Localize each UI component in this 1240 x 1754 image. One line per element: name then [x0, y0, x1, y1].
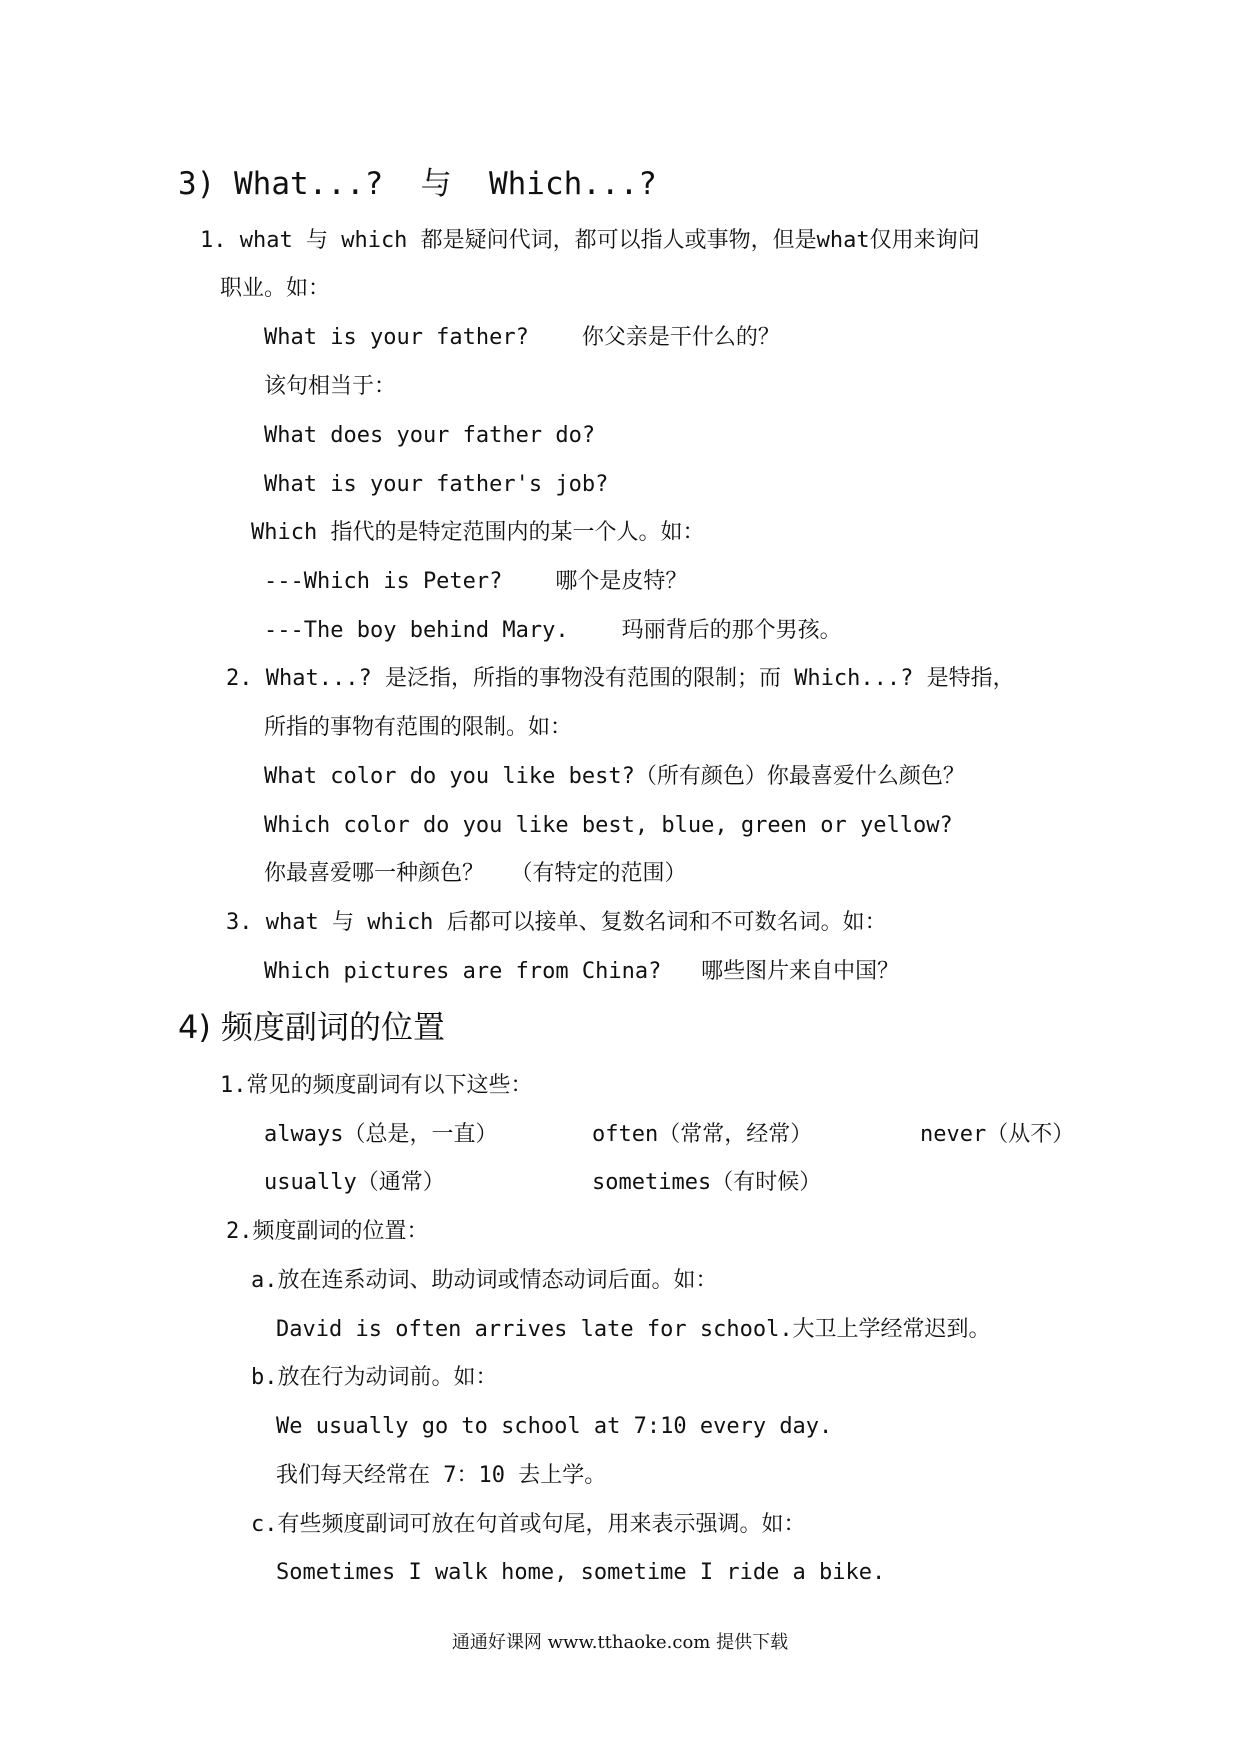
text-line: 职业。如：	[220, 276, 331, 301]
example-line: What does your father do?	[264, 423, 596, 448]
section-4-heading: 4) 频度副词的位置	[178, 1008, 446, 1046]
section-3-heading: 3) What...? 与 Which...?	[178, 166, 657, 202]
example-line: 你最喜爱哪一种颜色？ （有特定的范围）	[264, 861, 687, 886]
example-line: What is your father? 你父亲是干什么的？	[264, 325, 780, 350]
example-line: David is often arrives late for school.大卫上学经常迟到。	[276, 1317, 991, 1342]
text-line: 所指的事物有范围的限制。如：	[264, 715, 573, 740]
example-line: Sometimes I walk home, sometime I ride a bike.	[276, 1560, 886, 1585]
example-line: Which color do you like best, blue, green or yellow?	[264, 813, 953, 838]
example-line: What color do you like best?（所有颜色）你最喜爱什么颜色？	[264, 764, 965, 789]
text-line: 2.频度副词的位置：	[226, 1219, 429, 1244]
page-footer: 通通好课网 www.tthaoke.com 提供下载	[451, 1632, 789, 1653]
text-line: 2. What...? 是泛指，所指的事物没有范围的限制；而 Which...? 是特指，	[226, 666, 1015, 691]
example-line: 我们每天经常在 7：10 去上学。	[276, 1463, 607, 1488]
text-line: c.有些频度副词可放在句首或句尾，用来表示强调。如：	[251, 1512, 806, 1537]
adverb-often: often（常常，经常）	[592, 1122, 813, 1147]
adverb-never: never（从不）	[920, 1122, 1075, 1147]
text-line: 1.常见的频度副词有以下这些：	[220, 1073, 533, 1098]
example-line: Which pictures are from China? 哪些图片来自中国？	[264, 959, 900, 984]
adverb-sometimes: sometimes（有时候）	[592, 1170, 822, 1195]
adverb-always: always（总是，一直）	[264, 1122, 498, 1147]
example-line: We usually go to school at 7:10 every day.	[276, 1414, 833, 1439]
text-line: 1. what 与 which 都是疑问代词，都可以指人或事物，但是what仅用来询问	[200, 228, 980, 253]
text-line: b.放在行为动词前。如：	[251, 1365, 498, 1390]
text-line: 3. what 与 which 后都可以接单、复数名词和不可数名词。如：	[226, 910, 887, 935]
example-line: What is your father's job?	[264, 472, 609, 497]
text-line: 该句相当于：	[264, 374, 397, 399]
adverb-usually: usually（通常）	[264, 1170, 445, 1195]
example-line: ---Which is Peter? 哪个是皮特？	[264, 569, 688, 594]
text-line: Which 指代的是特定范围内的某一个人。如：	[251, 520, 705, 545]
text-line: a.放在连系动词、助动词或情态动词后面。如：	[251, 1268, 718, 1293]
example-line: ---The boy behind Mary. 玛丽背后的那个男孩。	[264, 618, 842, 643]
